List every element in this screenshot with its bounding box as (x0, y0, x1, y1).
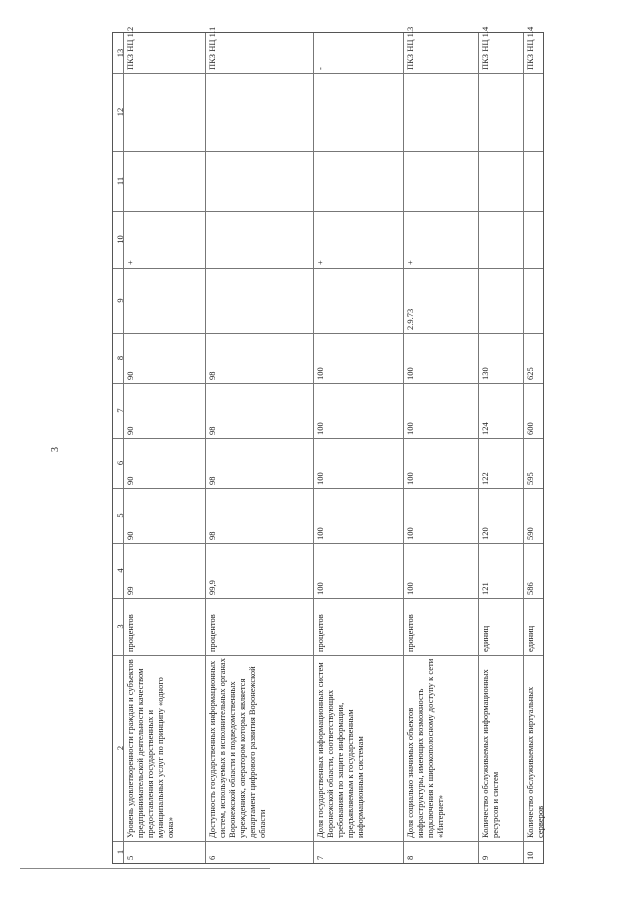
row-8-c7: 100 (405, 422, 415, 435)
column-header-5: 5 (115, 513, 125, 518)
page-number: 3 (50, 447, 61, 452)
row-7-c5: 100 (315, 527, 325, 540)
column-header-1: 1 (115, 849, 125, 855)
row-7-c6: 100 (315, 472, 325, 485)
row-8-c4: 100 (405, 582, 415, 595)
row-6-c4: 99,9 (207, 580, 217, 595)
column-header-2: 2 (115, 745, 125, 751)
row-8-c8: 100 (405, 367, 415, 380)
row-5-c8: 90 (125, 371, 135, 380)
row-8-c5: 100 (405, 527, 415, 540)
row-8-num: 8 (405, 855, 415, 860)
row-9-c7: 124 (480, 422, 490, 435)
row-5-c4: 99 (125, 586, 135, 595)
column-header-13: 13 (115, 48, 125, 58)
row-8-name: Доля социально значимых объектов инфраструктуры, имеющих возможность подключения к широкополосному доступу к сети «Интернет» (405, 658, 445, 838)
row-7-num: 7 (315, 855, 325, 860)
column-header-10: 10 (115, 235, 125, 244)
column-header-7: 7 (115, 408, 125, 413)
row-6-name: Доступность государственных информационных систем, используемых в исполнительных органах Воронежской области и подведомственных учреждениях, оператором которых является департамент цифрового развития Воронежской области (207, 658, 267, 838)
indicators-table (112, 26, 545, 864)
row-9-unit: единиц (480, 625, 490, 652)
row-8-unit: процентов (405, 614, 415, 652)
row-9-c6: 122 (480, 472, 490, 485)
column-header-12: 12 (115, 107, 125, 117)
row-7-c4: 100 (315, 582, 325, 595)
row-8-c10: + (405, 260, 415, 265)
row-6-num: 6 (207, 855, 217, 860)
column-header-11: 11 (115, 176, 125, 186)
row-5-c5: 90 (125, 531, 135, 540)
row-8-c6: 100 (405, 472, 415, 485)
row-8-c9: 2.9.73 (405, 308, 415, 330)
row-5-c13: ПКЗ НЦ 1.2 (125, 26, 135, 70)
row-5-c7: 90 (125, 426, 135, 435)
column-header-6: 6 (115, 460, 125, 466)
row-7-c13: - (315, 67, 325, 70)
row-9-name: Количество обслуживаемых информационных ресурсов и систем (480, 669, 500, 838)
column-header-4: 4 (115, 568, 125, 573)
row-9-c5: 120 (480, 527, 490, 540)
column-header-3: 3 (115, 624, 125, 629)
row-6-unit: процентов (207, 614, 217, 652)
row-5-num: 5 (125, 855, 135, 860)
bottom-divider (20, 868, 270, 869)
row-5-c6: 90 (125, 476, 135, 485)
row-6-c7: 98 (207, 426, 217, 435)
row-10-unit: единиц (525, 625, 535, 652)
row-10-c8: 625 (525, 367, 535, 380)
row-9-c4: 121 (480, 582, 490, 595)
row-6-c8: 98 (207, 371, 217, 380)
row-10-c13: ПКЗ НЦ 1.4 (525, 26, 535, 70)
row-10-c5: 590 (525, 527, 535, 540)
column-header-8: 8 (115, 355, 125, 361)
column-header-9: 9 (115, 298, 125, 303)
row-10-name: Количество обслуживаемых виртуальных серверов (525, 686, 545, 838)
row-9-c13: ПКЗ НЦ 1.4 (480, 26, 490, 70)
row-5-unit: процентов (125, 614, 135, 652)
row-7-c7: 100 (315, 422, 325, 435)
row-10-c6: 595 (525, 472, 535, 485)
row-7-unit: процентов (315, 614, 325, 652)
row-6-c6: 98 (207, 476, 217, 485)
row-10-c4: 586 (525, 582, 535, 595)
row-7-c8: 100 (315, 367, 325, 380)
row-7-c10: + (315, 260, 325, 265)
row-10-num: 10 (525, 851, 535, 860)
row-7-name: Доля государственных информационных систем Воронежской области, соответствующих требованиям по защите информации, предъявляемым к государственным информационным системам (315, 662, 365, 838)
row-10-c7: 600 (525, 422, 535, 435)
row-5-name: Уровень удовлетворенности граждан и субъектов предпринимательской деятельности качеством предоставления государственных и муниципальных услуг по принципу «одного окна» (125, 659, 175, 838)
row-9-num: 9 (480, 855, 490, 860)
row-9-c8: 130 (480, 367, 490, 380)
row-6-c13: ПКЗ НЦ 1.1 (207, 26, 217, 70)
row-5-c10: + (125, 260, 135, 265)
row-8-c13: ПКЗ НЦ 1.3 (405, 26, 415, 70)
row-6-c5: 98 (207, 531, 217, 540)
